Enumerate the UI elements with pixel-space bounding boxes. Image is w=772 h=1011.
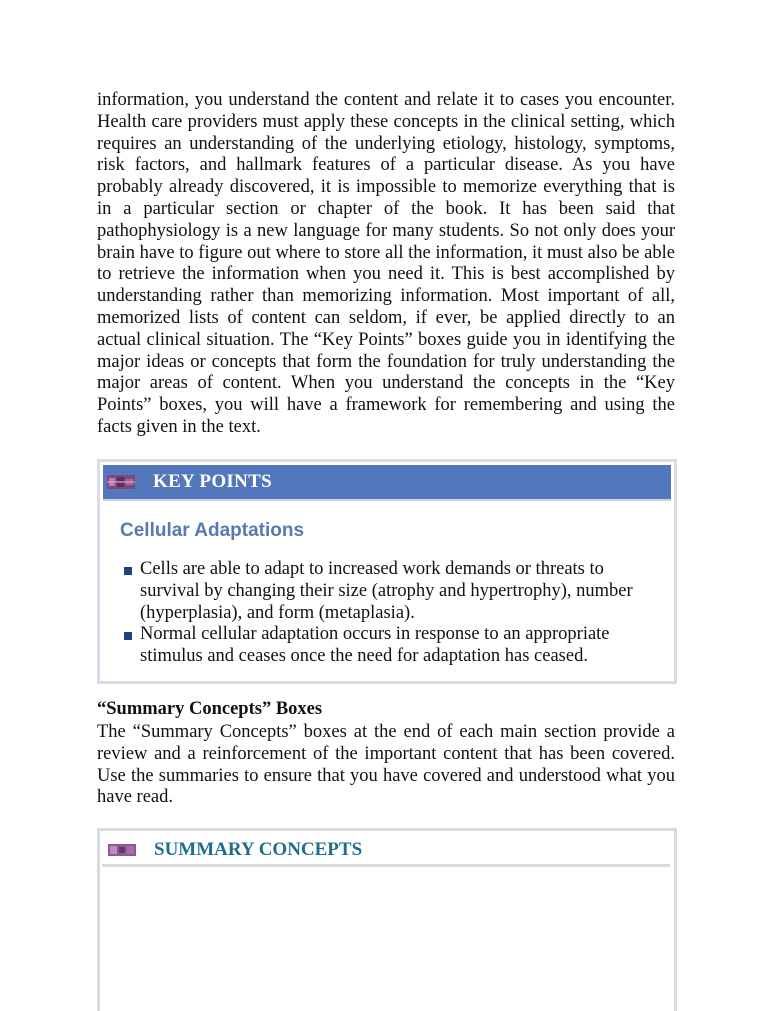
list-item-text: Cells are able to adapt to increased work demands or threats to survival by changing their size (atrophy and hypertrophy), number (hyperplasia), and form (metaplasia). <box>140 559 633 623</box>
key-points-list <box>120 559 660 668</box>
key-points-header <box>103 465 671 501</box>
square-bullet-icon <box>124 567 132 575</box>
key-points-title: KEY POINTS <box>153 471 272 492</box>
summary-concepts-heading: “Summary Concepts” Boxes <box>97 699 323 719</box>
summary-concepts-header <box>102 833 670 867</box>
list-item <box>120 559 660 624</box>
summary-concepts-box <box>97 828 677 1011</box>
square-bullet-icon <box>124 632 132 640</box>
key-points-box <box>97 459 677 684</box>
summary-concepts-title: SUMMARY CONCEPTS <box>154 839 363 860</box>
summary-concepts-banner-icon <box>108 844 136 856</box>
summary-concepts-paragraph: The “Summary Concepts” boxes at the end of each main section provide a review and a reinforcement of the important content that has been covered. Use the summaries to ensure that you have covered and understood what you have read. <box>97 722 675 808</box>
key-points-subtitle: Cellular Adaptations <box>120 520 305 541</box>
key-points-banner-icon <box>107 475 135 489</box>
list-item-text: Normal cellular adaptation occurs in response to an appropriate stimulus and ceases once the need for adaptation has ceased. <box>140 624 610 667</box>
list-item <box>120 624 660 668</box>
intro-paragraph: information, you understand the content and relate it to cases you encounter. Health care providers must apply these concepts in the clinical setting, which requires an understanding of the underlying etiology, histology, symptoms, risk factors, and hallmark features of a particular disease. As you have probably already discovered, it is impossible to memorize everything that is in a particular section or chapter of the book. It has been said that pathophysiology is a new language for many students. So not only does your brain have to figure out where to store all the information, it must also be able to retrieve the information when you need it. This is best accomplished by understanding rather than memorizing information. Most important of all, memorized lists of content can seldom, if ever, be applied directly to an actual clinical situation. The “Key Points” boxes guide you in identifying the major ideas or concepts that form the foundation for truly understanding the major areas of content. When you understand the concepts in the “Key Points” boxes, you will have a framework for remembering and using the facts given in the text. <box>97 90 675 437</box>
